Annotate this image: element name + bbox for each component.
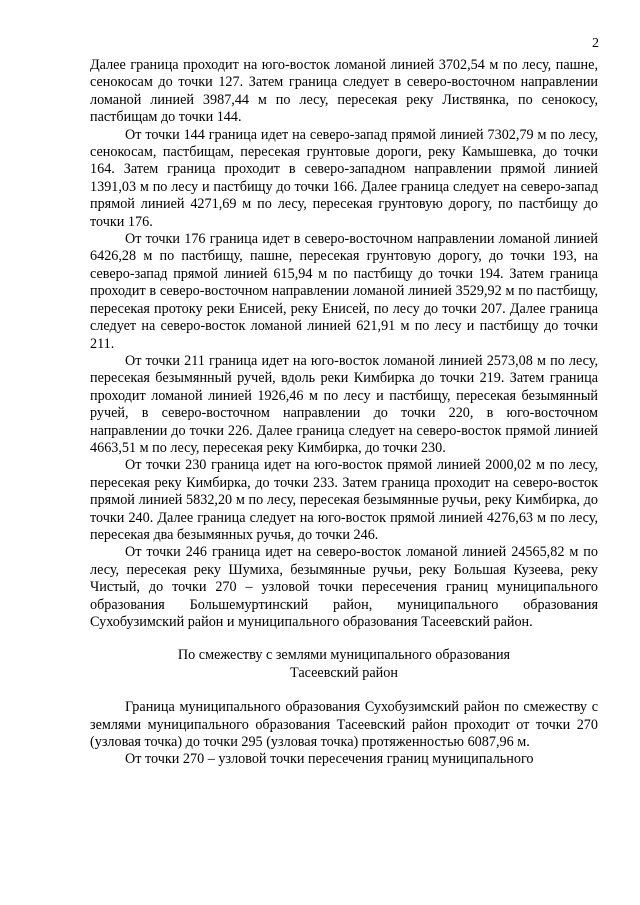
paragraph: От точки 270 – узловой точки пересечения границ муниципального xyxy=(125,751,534,768)
paragraph: От точки 211 граница идет на юго-восток ломаной линией 2573,08 м по лесу, пересекая безымянный ручей, вдоль реки Кимбирка до точки 219. Затем граница проходит ломаной линией 1926,46 м по лесу и пастбищу, пересекая безымянный ручей, в северо-восточном направлении до точки 220, в юго-восточном направлении до точки 226. Далее граница следует на северо-восток прямой линией 4663,51 м по лесу, пересекая реку Кимбирка, до точки 230. xyxy=(90,352,598,456)
section-heading xyxy=(90,647,598,682)
section-heading-line: По смежеству с землями муниципального образования xyxy=(177,647,511,664)
document-body xyxy=(90,57,598,769)
paragraph: От точки 246 граница идет на северо-восток ломаной линией 24565,82 м по лесу, пересекая реку Шумиха, безымянные ручьи, реку Большая Кузеева, реку Чистый, до точки 270 – узловой точки пересечения границ муниципального образования Большемуртинский район, муниципального образования Сухобузимский район и муниципального образования Тасеевский район. xyxy=(90,544,598,630)
page-number: 2 xyxy=(592,36,599,51)
paragraph: Граница муниципального образования Сухобузимский район по смежеству с землями муниципального образования Тасеевский район проходит от точки 270 (узловая точка) до точки 295 (узловая точка) протяженностью 6087,96 м. xyxy=(90,699,598,751)
paragraph: От точки 144 граница идет на северо-запад прямой линией 7302,79 м по лесу, сенокосам, пастбищам, пересекая грунтовые дороги, реку Камышевка, до точки 164. Затем граница проходит в северо-западном направлении прямой линией 1391,03 м по лесу и пастбищу до точки 166. Далее граница следует на северо-запад прямой линией 4271,69 м по лесу, пересекая грунтовую дорогу, по пастбищу до точки 176. xyxy=(90,126,598,230)
section-heading-line: Тасеевский район xyxy=(290,664,398,681)
paragraph: От точки 230 граница идет на юго-восток прямой линией 2000,02 м по лесу, пересекая реку Кимбирка, до точки 233. Затем граница проходит на северо-восток прямой линией 5832,20 м по лесу, пересекая безымянные ручьи, реку Кимбирка, до точки 240. Далее граница следует на юго-восток прямой линией 4276,63 м по лесу, пересекая два безымянных ручья, до точки 246. xyxy=(90,457,598,543)
paragraph: От точки 176 граница идет в северо-восточном направлении ломаной линией 6426,28 м по пастбищу, пашне, пересекая грунтовую дорогу, до точки 193, на северо-запад прямой линией 615,94 м по пастбищу до точки 194. Затем граница проходит в северо-восточном направлении ломаной линией 3529,92 м по пастбищу, пересекая протоку реки Енисей, реку Енисей, по лесу до точки 207. Далее граница следует на северо-восток ломаной линией 621,91 м по лесу и пастбищу до точки 211. xyxy=(90,231,598,352)
paragraph: Далее граница проходит на юго-восток ломаной линией 3702,54 м по лесу, пашне, сенокосам до точки 127. Затем граница следует в северо-восточном направлении ломаной линией 3987,44 м по лесу, пересекая реку Листвянка, по сенокосу, пастбищам до точки 144. xyxy=(90,57,598,126)
